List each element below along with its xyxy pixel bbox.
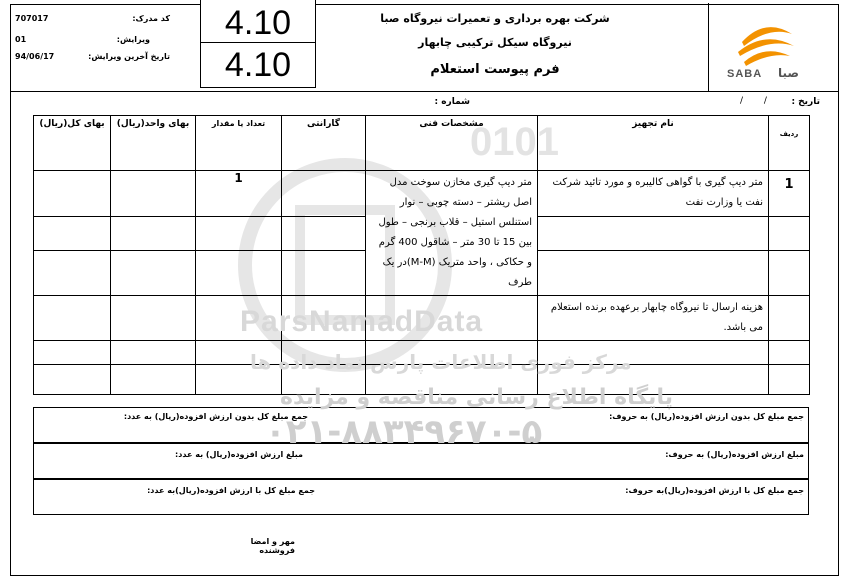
form-title: فرم پیوست استعلام bbox=[430, 62, 560, 77]
seller-seal-label: مهر و امضا فروشنده bbox=[250, 537, 295, 555]
vat-words-label: مبلغ ارزش افزوده(ریال) به حروف: bbox=[665, 450, 804, 459]
code-value: 707017 bbox=[15, 14, 49, 23]
last-revision-date-label: تاریخ آخرین ویرایش: bbox=[88, 52, 170, 61]
shipping-note: هزینه ارسال تا نیروگاه چابهار برعهده برنده استعلام می باشد. bbox=[550, 302, 763, 333]
watermark-digits: 0101 bbox=[470, 120, 559, 164]
row1-quantity: 1 bbox=[196, 171, 282, 217]
revision-value: 01 bbox=[15, 35, 27, 44]
date-value: / / bbox=[740, 96, 767, 106]
table-row bbox=[34, 365, 810, 395]
total-with-vat-digits-label: جمع مبلغ کل با ارزش افزوده(ریال)به عدد: bbox=[147, 486, 315, 495]
table-row bbox=[34, 296, 810, 341]
header-row-number: ردیف bbox=[769, 116, 810, 171]
date-label: تاریخ : bbox=[791, 97, 820, 107]
row1-equipment-cell bbox=[538, 171, 769, 217]
header-specification: مشخصات فنی bbox=[366, 116, 538, 171]
form-number-top: 4.10 bbox=[200, 0, 316, 47]
number-label: شماره : bbox=[434, 97, 470, 107]
row1-equipment-name: متر دیپ گیری با گواهی کالیبره و مورد تائید شرکت نفت یا وزارت نفت bbox=[552, 177, 763, 208]
table-header-row bbox=[34, 116, 810, 171]
items-table bbox=[33, 115, 810, 395]
total-with-vat-row bbox=[33, 479, 809, 515]
plant-name: نیروگاه سیکل ترکیبی چابهار bbox=[418, 36, 572, 49]
watermark-line2: مرکز فوری اطلاعات پارس نماد داده ها bbox=[250, 350, 632, 374]
watermark-phone: ۰۲۱-۸۸۳۴۹۶۷۰-۵ bbox=[265, 412, 543, 452]
header-quantity: تعداد یا مقدار bbox=[196, 116, 282, 171]
form-number-bottom: 4.10 bbox=[200, 42, 316, 88]
watermark-line3: پایگاه اطلاع رسانی مناقصه و مزایده bbox=[280, 385, 673, 410]
note-cell bbox=[538, 296, 769, 341]
total-without-vat-digits-label: جمع مبلغ کل بدون ارزش افزوده(ریال) به عدد: bbox=[123, 412, 308, 421]
row1-index: 1 bbox=[769, 171, 810, 217]
vat-row bbox=[33, 443, 809, 479]
row1-specification: متر دیپ گیری مخازن سوخت مدل اصل ریشتر – دسته چوبی – نوار استنلس استیل – قلاب برنجی – طول بین 15 تا 30 متر – شاقول 400 گرم و حکاکی ، واحد متریک (M-M)در یک طرف bbox=[378, 177, 532, 288]
header bbox=[10, 4, 839, 92]
logo-divider bbox=[708, 3, 709, 91]
total-without-vat-row bbox=[33, 407, 809, 443]
code-label: کد مدرک: bbox=[132, 14, 170, 23]
row1-specification-cell bbox=[366, 171, 538, 296]
header-total-price: بهای کل(ریال) bbox=[34, 116, 111, 171]
company-name: شرکت بهره برداری و تعمیرات نیروگاه صبا bbox=[380, 12, 610, 25]
header-equipment-name: نام تجهیز bbox=[538, 116, 769, 171]
header-unit-price: بهای واحد(ریال) bbox=[111, 116, 196, 171]
saba-logo-icon bbox=[730, 12, 800, 72]
last-revision-date-value: 94/06/17 bbox=[15, 52, 55, 61]
logo-persian: صبا bbox=[778, 66, 799, 80]
total-with-vat-words-label: جمع مبلغ کل با ارزش افزوده(ریال)به حروف: bbox=[625, 486, 804, 495]
vat-digits-label: مبلغ ارزش افزوده(ریال) به عدد: bbox=[175, 450, 303, 459]
total-without-vat-words-label: جمع مبلغ کل بدون ارزش افزوده(ریال) به حروف: bbox=[609, 412, 804, 421]
logo-latin: SABA bbox=[727, 68, 763, 80]
revision-label: ویرایش: bbox=[116, 35, 150, 44]
watermark-brand: ParsNamadData bbox=[240, 305, 484, 338]
table-row bbox=[34, 341, 810, 365]
table-row bbox=[34, 171, 810, 217]
header-warranty: گارانتی bbox=[282, 116, 366, 171]
